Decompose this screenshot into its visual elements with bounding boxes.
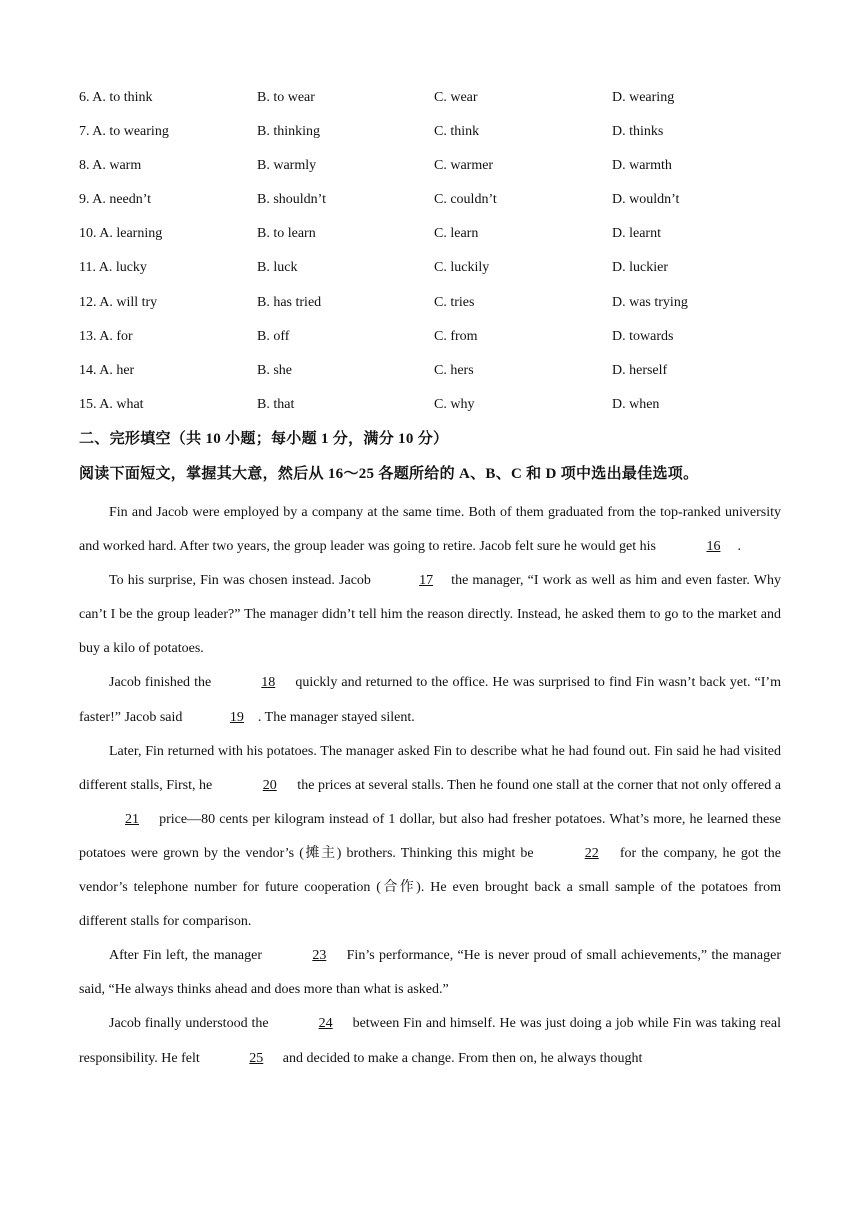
option-c: C. learn: [434, 226, 479, 242]
option-text: A. lucky: [98, 260, 147, 276]
option-text: A. learning: [99, 226, 163, 242]
question-row: [79, 391, 839, 425]
passage-text: and decided to make a change. From then on, he always thought: [279, 1050, 643, 1066]
option-a: [79, 152, 141, 180]
option-d: D. learnt: [612, 226, 661, 242]
passage-paragraph: [79, 564, 781, 666]
passage-text: To his surprise, Fin was chosen instead. Jacob: [109, 573, 376, 589]
option-d: D. herself: [612, 362, 668, 378]
option-text: A. needn’t: [92, 192, 152, 208]
blank-18: 18: [261, 675, 276, 691]
passage-paragraph: [79, 666, 781, 734]
option-b: B. luck: [257, 260, 298, 276]
option-c: C. luckily: [434, 260, 490, 276]
option-a: [79, 118, 169, 146]
question-row: [79, 220, 839, 254]
question-number: 7.: [79, 124, 90, 140]
option-c: C. hers: [434, 362, 474, 378]
section-instruction: 阅读下面短文，掌握其大意，然后从 16～25 各题所给的 A、B、C 和 D 项中选出最佳选项。: [79, 466, 699, 482]
option-d: D. luckier: [612, 260, 668, 276]
option-text: A. to wearing: [92, 124, 169, 140]
question-row: [79, 84, 839, 118]
question-row: [79, 289, 839, 323]
option-text: A. for: [99, 328, 133, 344]
option-text: A. warm: [92, 158, 142, 174]
option-c: C. tries: [434, 294, 475, 310]
blank-24: 24: [318, 1016, 333, 1032]
option-text: A. her: [99, 362, 135, 378]
blank-19: 19: [229, 709, 244, 725]
blank-22: 22: [584, 845, 599, 861]
blank-25: 25: [249, 1050, 264, 1066]
option-a: [79, 186, 151, 214]
passage-paragraph: [79, 735, 781, 940]
cloze-passage: [79, 496, 781, 1076]
passage-text: Later, Fin returned with his potatoes. The manager asked Fin to describe what he had found out. Fin said he had visited different stalls, First, he: [79, 743, 781, 793]
option-b: B. thinking: [257, 124, 321, 140]
passage-text: Fin and Jacob were employed by a company at the same time. Both of them graduated from the top-ranked university and worked hard. After two years, the group leader was going to retire. Jacob felt sure he would get his: [79, 505, 781, 555]
passage-text: price—80 cents per kilogram instead of 1 dollar, but also had fresher potatoes. What’s more, he learned these potatoes were grown by the vendor’s (摊主) brothers. Thinking this might be: [79, 811, 781, 861]
passage-text: between Fin and himself. He was just doing a job while Fin was taking real responsibility. He felt: [79, 1016, 781, 1066]
option-a: [79, 391, 144, 419]
question-number: 10.: [79, 226, 97, 242]
option-c: C. from: [434, 328, 478, 344]
passage-text: .: [737, 539, 741, 555]
passage-paragraph: [79, 496, 781, 564]
passage-text: the manager, “I work as well as him and even faster. Why can’t I be the group leader?” The manager didn’t tell him the reason directly. Instead, he asked them to go to the market and buy a kilo of potatoes.: [79, 573, 782, 657]
blank-20: 20: [262, 777, 277, 793]
blank-17: 17: [419, 573, 434, 589]
passage-text: Jacob finished the: [109, 675, 216, 691]
passage-text: . The manager stayed silent.: [257, 709, 415, 725]
option-d: D. wearing: [612, 90, 675, 105]
passage-text: Fin’s performance, “He is never proud of small achievements,” the manager said, “He always thinks ahead and does more than what is asked.”: [79, 948, 781, 998]
option-d: D. towards: [612, 328, 674, 344]
option-d: D. thinks: [612, 124, 664, 140]
option-a: [79, 357, 134, 385]
question-number: 14.: [79, 362, 97, 378]
option-d: D. wouldn’t: [612, 192, 680, 208]
question-number: 6.: [79, 90, 90, 105]
question-number: 13.: [79, 328, 97, 344]
option-a: [79, 254, 147, 282]
option-a: [79, 220, 162, 248]
option-b: B. shouldn’t: [257, 192, 326, 208]
option-b: B. to wear: [257, 90, 315, 105]
question-number: 15.: [79, 396, 97, 412]
option-c: C. couldn’t: [434, 192, 497, 208]
passage-paragraph: [79, 939, 781, 1007]
option-text: A. to think: [92, 90, 153, 105]
option-d: D. was trying: [612, 294, 688, 310]
option-c: C. wear: [434, 90, 478, 105]
question-number: 12.: [79, 294, 97, 310]
option-a: [79, 289, 157, 317]
option-c: C. think: [434, 124, 480, 140]
passage-text: the prices at several stalls. Then he found one stall at the corner that not only offered a: [293, 777, 782, 793]
blank-23: 23: [312, 948, 327, 964]
question-row: [79, 152, 839, 186]
option-c: C. warmer: [434, 158, 494, 174]
option-d: D. when: [612, 396, 660, 412]
answer-options-table: [79, 84, 839, 425]
option-b: B. has tried: [257, 294, 322, 310]
option-b: B. to learn: [257, 226, 316, 242]
option-a: [79, 84, 153, 112]
question-row: [79, 254, 839, 288]
question-row: [79, 118, 839, 152]
passage-text: quickly and returned to the office. He was surprised to find Fin wasn’t back yet. “I’m faster!” Jacob said: [79, 675, 781, 725]
blank-21: 21: [125, 811, 139, 827]
option-d: D. warmth: [612, 158, 672, 174]
option-b: B. off: [257, 328, 290, 344]
option-b: B. she: [257, 362, 292, 378]
passage-text: for the company, he got the vendor’s telephone number for future cooperation (合作). He even brought back a small sample of the potatoes from different stalls for comparison.: [79, 845, 782, 930]
question-number: 11.: [79, 260, 96, 276]
section-heading: 二、完形填空（共 10 小题；每小题 1 分，满分 10 分）: [79, 431, 449, 447]
option-b: B. that: [257, 396, 295, 412]
question-row: [79, 186, 839, 220]
option-text: A. what: [99, 396, 144, 412]
option-a: [79, 323, 133, 351]
option-c: C. why: [434, 396, 475, 412]
passage-text: Jacob finally understood the: [109, 1016, 273, 1032]
blank-16: 16: [706, 539, 721, 555]
question-row: [79, 323, 839, 357]
question-number: 8.: [79, 158, 90, 174]
question-number: 9.: [79, 192, 90, 208]
option-text: A. will try: [99, 294, 158, 310]
question-row: [79, 357, 839, 391]
option-b: B. warmly: [257, 158, 317, 174]
passage-text: After Fin left, the manager: [109, 948, 267, 964]
passage-paragraph: [79, 1007, 781, 1075]
